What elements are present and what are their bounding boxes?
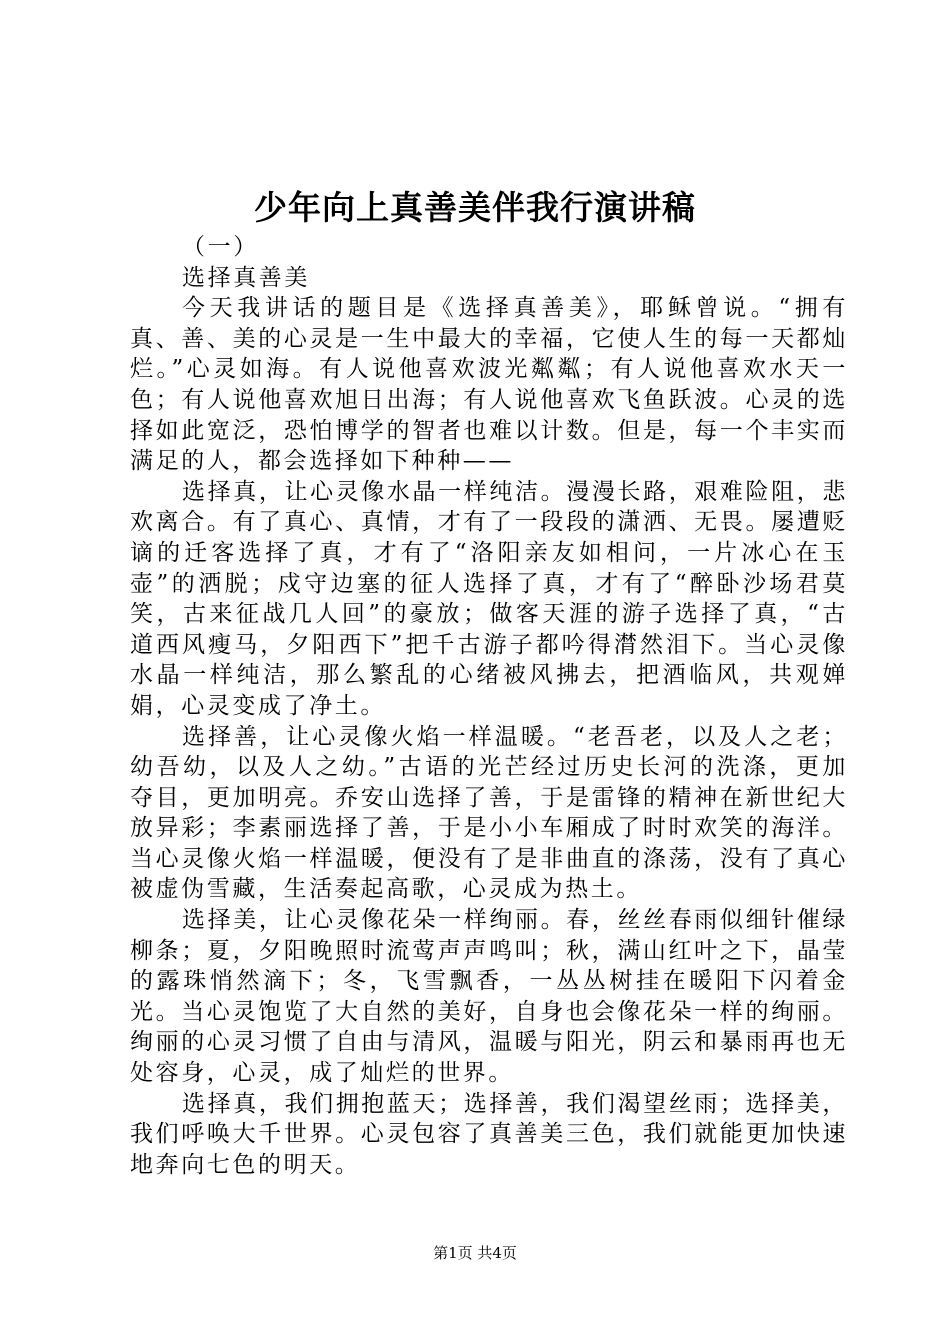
paragraph-conclusion: 选择真，我们拥抱蓝天；选择善，我们渴望丝雨；选择美，我们呼唤大千世界。心灵包容了真善美三色，我们就能更加快速地奔向七色的明天。	[130, 1090, 848, 1178]
page-title: 少年向上真善美伴我行演讲稿	[254, 188, 696, 227]
paragraph-truth: 选择真，让心灵像水晶一样纯洁。漫漫长路，艰难险阻，悲欢离合。有了真心、真情，才有了一段段的潇洒、无畏。屡遭贬谪的迁客选择了真，才有了“洛阳亲友如相问，一片冰心在玉壶”的洒脱；戍守边塞的征人选择了真，才有了“醉卧沙场君莫笑，古来征战几人回”的豪放；做客天涯的游子选择了真，“古道西风瘦马，夕阳西下”把千古游子都吟得潸然泪下。当心灵像水晶一样纯洁，那么繁乱的心绪被风拂去，把酒临风，共观婵娟，心灵变成了净土。	[130, 478, 848, 719]
page-footer: 第1页 共4页	[433, 1244, 517, 1262]
paragraph-beauty: 选择美，让心灵像花朵一样绚丽。春，丝丝春雨似细针催绿柳条；夏，夕阳晚照时流莺声声鸣叫；秋，满山红叶之下，晶莹的露珠悄然滴下；冬，飞雪飘香，一丛丛树挂在暖阳下闪着金光。当心灵饱览了大自然的美好，自身也会像花朵一样的绚丽。绚丽的心灵习惯了自由与清风，温暖与阳光，阴云和暴雨再也无处容身，心灵，成了灿烂的世界。	[130, 907, 848, 1087]
section-heading: 选择真善美	[182, 264, 310, 291]
paragraph-goodness: 选择善，让心灵像火焰一样温暖。“老吾老，以及人之老；幼吾幼，以及人之幼。”古语的光芒经过历史长河的洗涤，更加夺目，更加明亮。乔安山选择了善，于是雷锋的精神在新世纪大放异彩；李素丽选择了善，于是小小车厢成了时时欢笑的海洋。当心灵像火焰一样温暖，便没有了是非曲直的涤荡，没有了真心被虚伪雪藏，生活奏起高歌，心灵成为热土。	[130, 723, 848, 903]
document-body	[130, 232, 848, 1180]
paragraph-intro: 今天我讲话的题目是《选择真善美》，耶稣曾说。“拥有真、善、美的心灵是一生中最大的幸福，它使人生的每一天都灿烂。”心灵如海。有人说他喜欢波光粼粼；有人说他喜欢水天一色；有人说他喜欢旭日出海；有人说他喜欢飞鱼跃波。心灵的选择如此宽泛，恐怕博学的智者也难以计数。但是，每一个丰实而满足的人，都会选择如下种种——	[130, 295, 848, 475]
section-number: （一）	[182, 234, 259, 260]
